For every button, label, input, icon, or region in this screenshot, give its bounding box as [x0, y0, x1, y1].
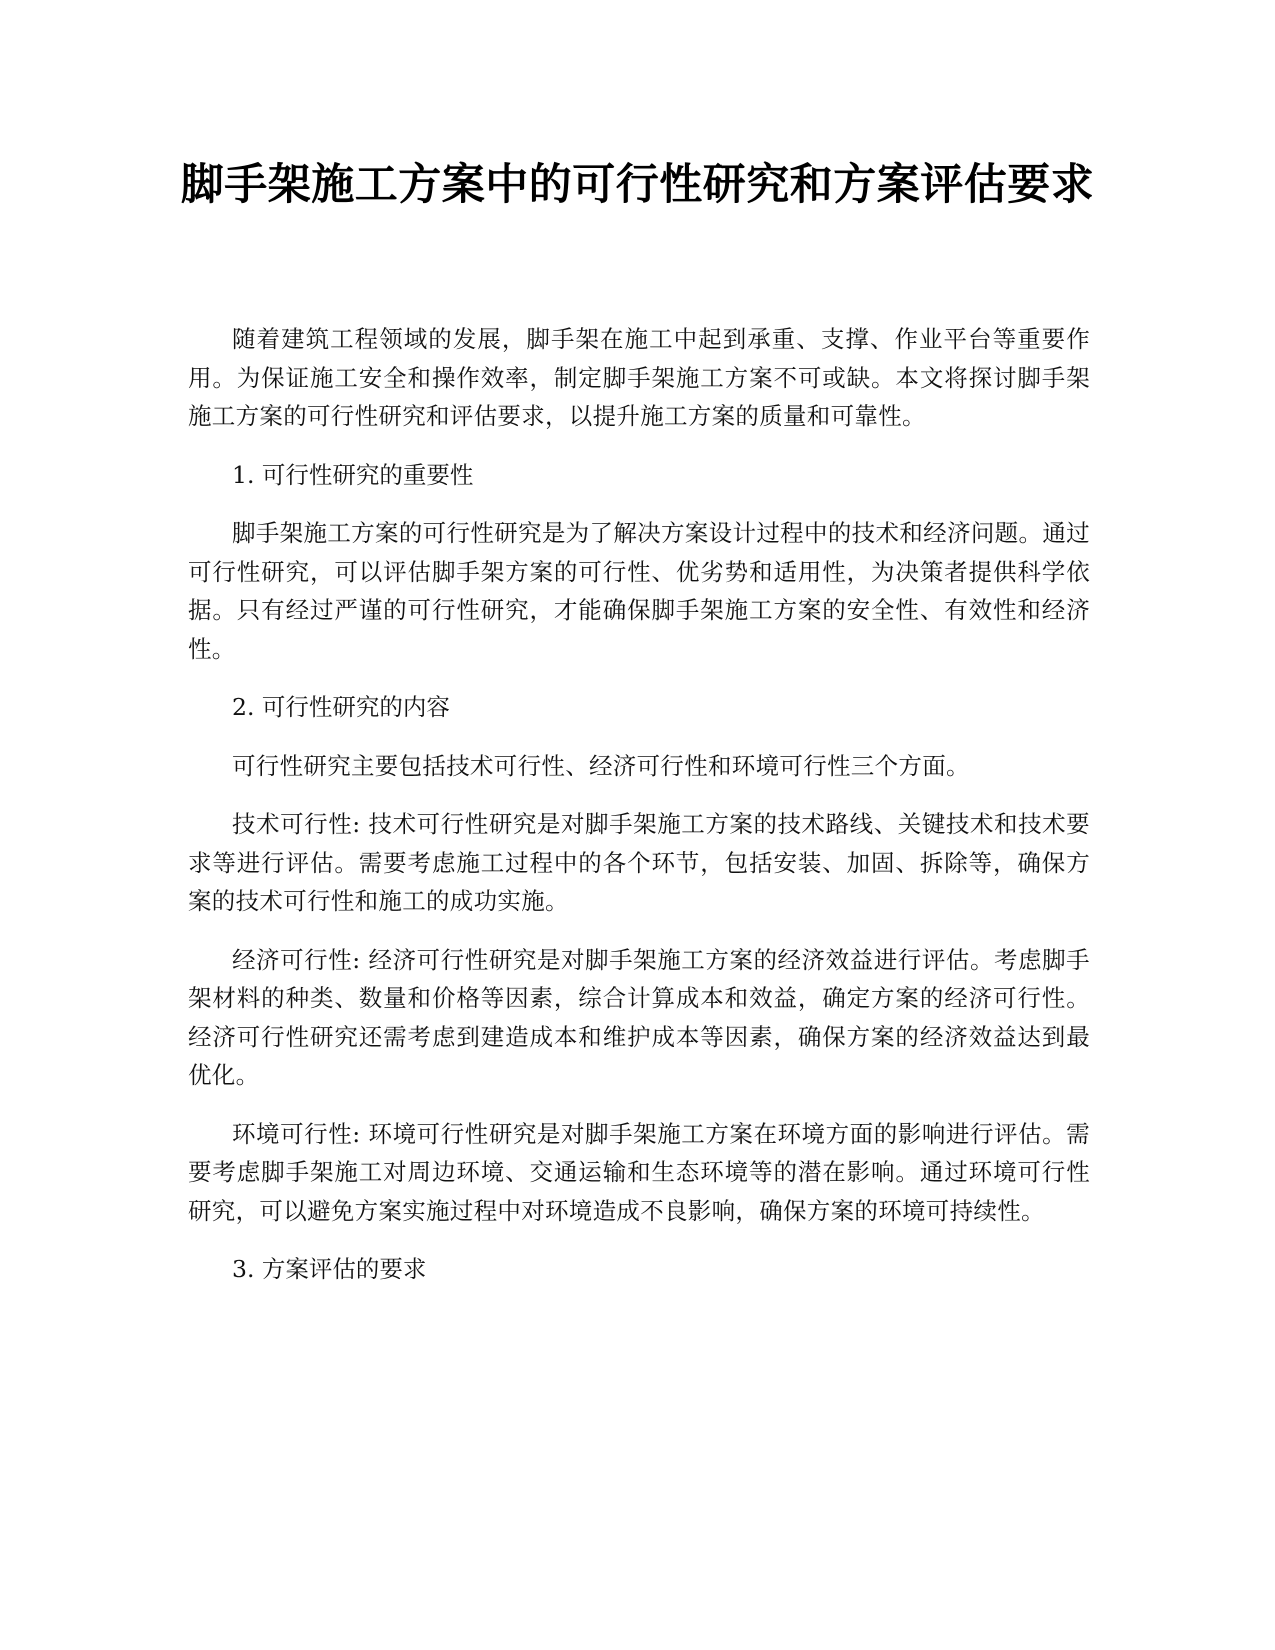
- economic-feasibility-paragraph: 经济可行性: 经济可行性研究是对脚手架施工方案的经济效益进行评估。考虑脚手架材料的种类、数量和价格等因素，综合计算成本和效益，确定方案的经济可行性。经济可行性研究还需考虑到建造成本和维护成本等因素，确保方案的经济效益达到最优化。: [188, 945, 1090, 1089]
- content-overview-paragraph: 可行性研究主要包括技术可行性、经济可行性和环境可行性三个方面。: [232, 751, 970, 780]
- section-heading-1: 1. 可行性研究的重要性: [232, 460, 474, 489]
- technical-feasibility-paragraph: 技术可行性: 技术可行性研究是对脚手架施工方案的技术路线、关键技术和技术要求等进行评估。需要考虑施工过程中的各个环节，包括安装、加固、拆除等，确保方案的技术可行性和施工的成功实施。: [188, 810, 1090, 915]
- document-title: 脚手架施工方案中的可行性研究和方案评估要求: [180, 160, 1095, 210]
- section-heading-3: 3. 方案评估的要求: [232, 1255, 427, 1283]
- importance-paragraph: 脚手架施工方案的可行性研究是为了解决方案设计过程中的技术和经济问题。通过可行性研究，可以评估脚手架方案的可行性、优劣势和适用性，为决策者提供科学依据。只有经过严谨的可行性研究，才能确保脚手架施工方案的安全性、有效性和经济性。: [188, 519, 1090, 663]
- document-body: [188, 320, 1090, 1309]
- section-heading-2: 2. 可行性研究的内容: [232, 693, 450, 721]
- environmental-feasibility-paragraph: 环境可行性: 环境可行性研究是对脚手架施工方案在环境方面的影响进行评估。需要考虑脚手架施工对周边环境、交通运输和生态环境等的潜在影响。通过环境可行性研究，可以避免方案实施过程中对环境造成不良影响，确保方案的环境可持续性。: [188, 1119, 1090, 1225]
- intro-paragraph: 随着建筑工程领域的发展，脚手架在施工中起到承重、支撑、作业平台等重要作用。为保证施工安全和操作效率，制定脚手架施工方案不可或缺。本文将探讨脚手架施工方案的可行性研究和评估要求，以提升施工方案的质量和可靠性。: [188, 325, 1090, 430]
